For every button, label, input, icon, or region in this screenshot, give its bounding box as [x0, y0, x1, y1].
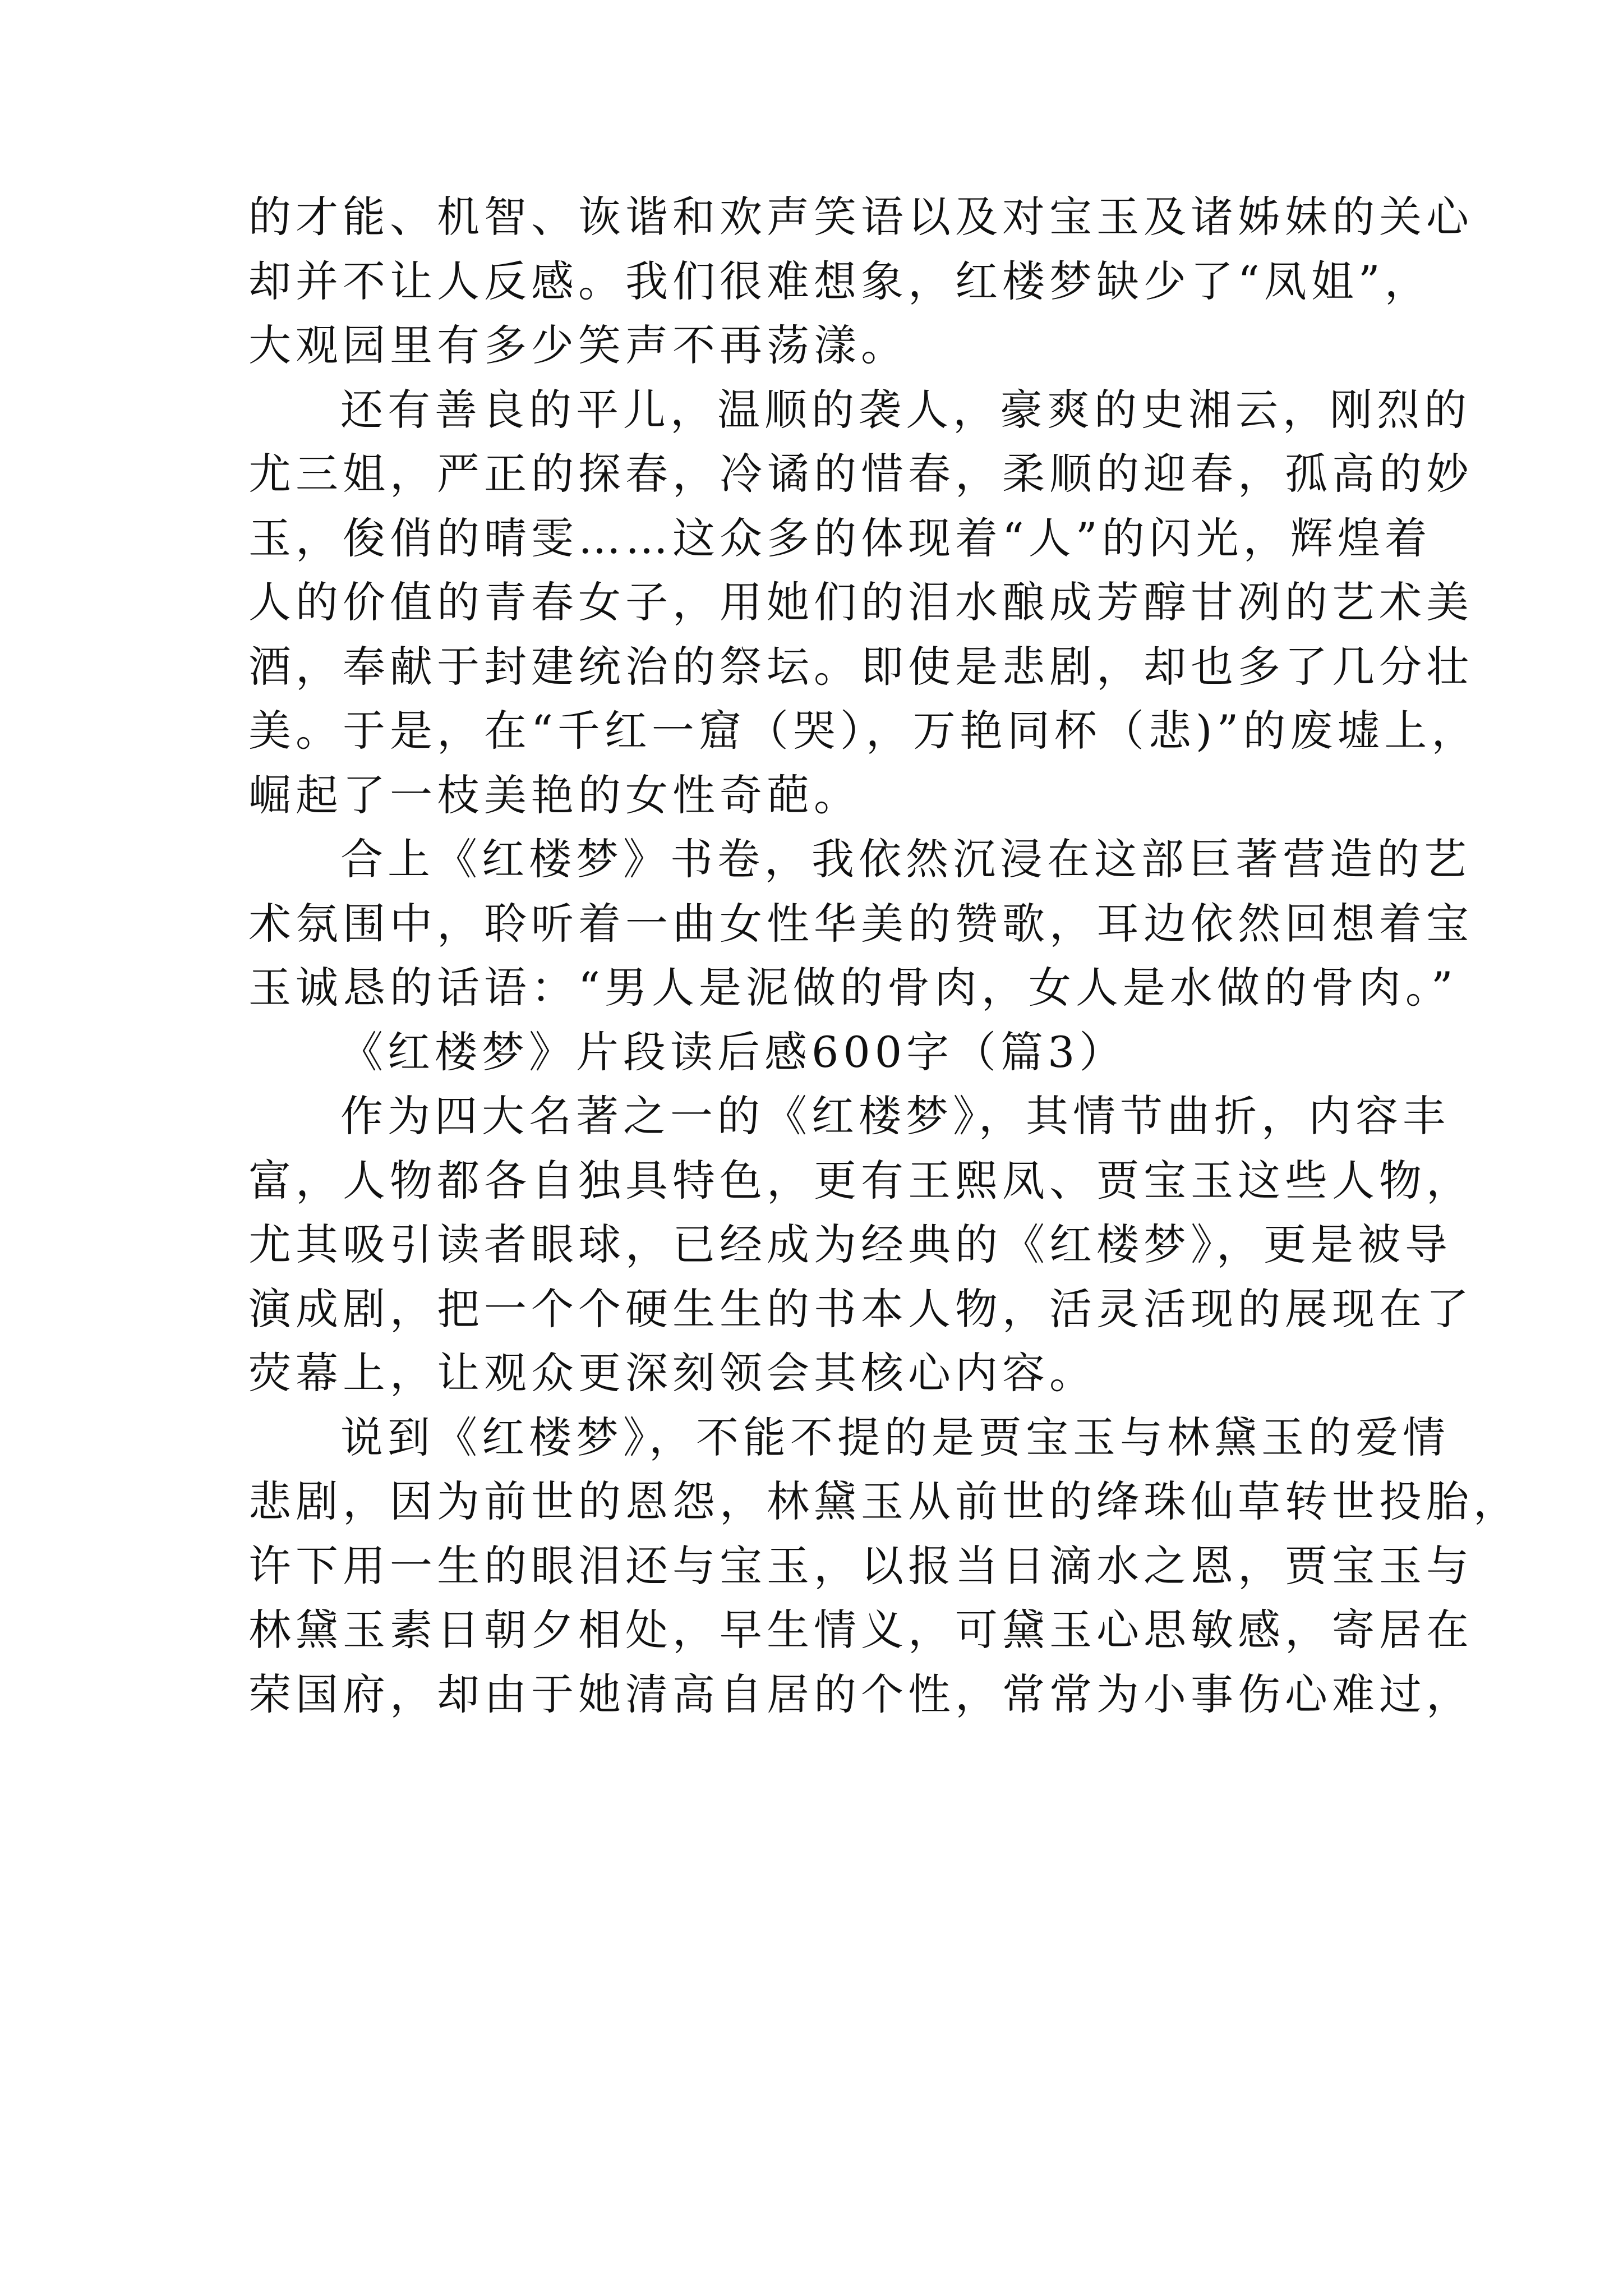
text-line: 荣国府，却由于她清高自居的个性，常常为小事伤心难过， — [248, 1669, 1473, 1719]
text-line: 富，人物都各自独具特色，更有王熙凤、贾宝玉这些人物， — [248, 1155, 1473, 1205]
text-line: 崛起了一枝美艳的女性奇葩。 — [248, 770, 861, 820]
text-line: 还有善良的平儿，温顺的袭人，豪爽的史湘云，刚烈的 — [340, 384, 1471, 435]
text-line: 术氛围中，聆听着一曲女性华美的赞歌，耳边依然回想着宝 — [248, 898, 1473, 949]
text-line: 林黛玉素日朝夕相处，早生情义，可黛玉心思敏感，寄居在 — [248, 1605, 1473, 1655]
text-line: 说到《红楼梦》，不能不提的是贾宝玉与林黛玉的爱情 — [340, 1412, 1450, 1462]
text-line: 玉，俊俏的晴雯……这众多的体现着“人”的闪光，辉煌着 — [248, 513, 1432, 563]
text-line: 合上《红楼梦》书卷，我依然沉浸在这部巨著营造的艺 — [340, 834, 1471, 884]
text-line: 人的价值的青春女子，用她们的泪水酿成芳醇甘冽的艺术美 — [248, 577, 1473, 627]
text-line: 玉诚恳的话语：“男人是泥做的骨肉，女人是水做的骨肉。” — [248, 963, 1458, 1013]
text-line: 尤其吸引读者眼球，已经成为经典的《红楼梦》，更是被导 — [248, 1220, 1452, 1269]
text-line: 作为四大名著之一的《红楼梦》，其情节曲折，内容丰 — [340, 1091, 1450, 1141]
text-line: 许下用一生的眼泪还与宝玉，以报当日滴水之恩，贾宝玉与 — [248, 1540, 1473, 1591]
text-line: 却并不让人反感。我们很难想象，红楼梦缺少了“凤姐”， — [248, 256, 1432, 306]
text-line: 美。于是，在“千红一窟（哭），万艳同杯（悲)”的废墟上， — [248, 706, 1479, 756]
text-line: 《红楼梦》片段读后感600字（篇3） — [340, 1027, 1127, 1077]
text-line: 悲剧，因为前世的恩怨，林黛玉从前世的绛珠仙草转世投胎， — [248, 1476, 1520, 1526]
text-line: 的才能、机智、诙谐和欢声笑语以及对宝玉及诸姊妹的关心 — [248, 192, 1473, 242]
document-body — [248, 185, 1520, 1727]
text-line: 酒，奉献于封建统治的祭坛。即使是悲剧，却也多了几分壮 — [248, 641, 1473, 692]
text-line: 荧幕上，让观众更深刻领会其核心内容。 — [248, 1348, 1096, 1398]
text-line: 演成剧，把一个个硬生生的书本人物，活灵活现的展现在了 — [248, 1283, 1473, 1334]
text-line: 尤三姐，严正的探春，冷谲的惜春，柔顺的迎春，孤高的妙 — [248, 449, 1473, 499]
text-line: 大观园里有多少笑声不再荡漾。 — [248, 320, 908, 370]
